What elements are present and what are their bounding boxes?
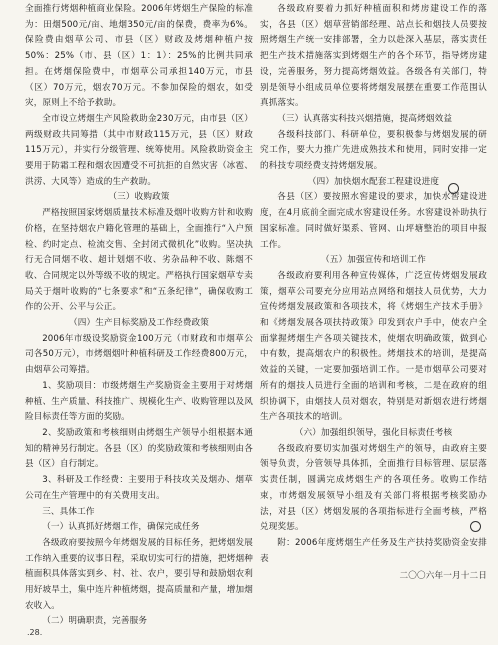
paragraph: （二）明确职责，完善服务 bbox=[42, 616, 148, 627]
section-heading: （三）收购政策 bbox=[108, 192, 170, 203]
section-heading: （五）加强宣传和培训工作 bbox=[321, 255, 426, 266]
paragraph: 各级政府要利用各种宣传媒体，广泛宣传烤烟发展政策，烟草公司要充分应用站点网络和烟技人员优势，大力宣传烤烟发展政策和各项技术，将《烤烟生产技术手册》和《烤烟发展各项扶持政策》印发到农户手中，使农户全面掌握烤烟生产各项关键技术，使烟农明确政策，做到心中有数，提高烟农户的积极性。烤烟技术的培训，是提高效益的关键，一定要加强培训工作。一是市烟草公司要对所有的烟技人员进行全面的培训和考核，二是在政府的组织协调下，由烟技人员对烟农，特别是对新烟农进行烤烟生产各项技术的培训。 bbox=[260, 270, 487, 423]
paragraph: 2006年市级设奖励资金100万元（市财政和市烟草公司各50万元），市烤烟烟叶种植科研及工作经费800万元，由烟草公司筹措。 bbox=[25, 333, 253, 376]
circle-mark-icon bbox=[470, 521, 481, 532]
paragraph: 各级政府要切实加强对烤烟生产的领导，由政府主要领导负责，分管领导具体抓，全面推行目标管理、层层落实责任制，圆满完成烤烟生产的各项任务。收购工作结束，市烤烟发展领导小组及有关部门将根据考核奖励办法，对县（区）烤烟发展的各项指标进行全面考核，严格兑现奖惩。 bbox=[260, 443, 487, 533]
paragraph: 全市设立烤烟生产风险救助金230万元，由市县（区）两级财政共同筹措（其中市财政115万元，县（区）财政115万元），并实行分级管理、统筹使用。风险救助资金主要用于防霜工程和烟农因遭受不可抗拒的自然灾害（冰雹、洪涝、大风等）造成的生产救助。 bbox=[25, 113, 253, 187]
paragraph: 各级政府要按照今年烤烟发展的目标任务，把烤烟发展工作纳入重要的议事日程，采取切实可行的措施，把烤烟种植面积具体落实到乡、村、社、农户，要引导和鼓励烟农利用好坡旱土，集中连片种植烤烟，提高质量和产量，增加烟农收入。 bbox=[25, 537, 253, 611]
paragraph: （三）认真落实科技兴烟措施，提高烤烟效益 bbox=[277, 113, 453, 124]
paragraph: 全面推行烤烟种植商业保险。2006年烤烟生产保险的标准为：田烟500元/亩、地烟350元/亩的保费，费率为6%。保险费由烟草公司、市县（区）财政及烤烟种植户按50%：25%（市、县（区）1：1）：25%的比例共同承担。在烤烟保险费中，市烟草公司承担140万元，市县（区）70万元，烟农70万元。不参加保险的烟农，如受灾，原则上不给予救助。 bbox=[25, 4, 253, 109]
document-date: 二〇〇六年一月十二日 bbox=[399, 571, 487, 582]
paragraph: 2、奖励政策和考核细则由烤烟生产领导小组根据本通知的精神另行制定。各县（区）的奖励政策和考核细则由各县（区）自行制定。 bbox=[25, 427, 253, 470]
right-column bbox=[260, 2, 487, 585]
page-number: .28. bbox=[27, 628, 43, 637]
section-heading: （六）加强组织领导，强化目标责任考核 bbox=[294, 427, 453, 438]
paragraph: 三、具体工作 bbox=[42, 506, 95, 517]
paragraph: 严格按照国家烤烟质量技术标准及烟叶收购方针和收购价格，在坚持烟农户籍化管理的基础上，全面推行“入户预检、约时定点、检流交售、全封闭式微机化”收购。坚决执行无合同烟不收、超计划烟不收、劣杂品种不收、陈烟不收、合同规定以外等级不收的规定。严格执行国家烟草专卖局关于烟叶收购的“七条要求”和“五条纪律”，确保收购工作的公开、公平与公正。 bbox=[25, 208, 253, 313]
paragraph: 各县（区）要按照水窖建设的要求，加快水窖建设进度，在4月底前全面完成水窖建设任务。水窖建设补助执行国家标准。同时做好渠系、管网、山坪塘整治的项目申报工作。 bbox=[260, 192, 487, 250]
paragraph: 各级科技部门、科研单位，要积极参与烤烟发展的研究工作，要大力推广先进成熟技术和使用，同时安排一定的科技专项经费支持烤烟发展。 bbox=[260, 129, 487, 172]
paragraph: 各级政府要着力抓好种植面积和烤房建设工作的落实，各县（区）烟草营销部经理、站点长和烟技人员要按照烤烟生产统一安排部署，全力以赴深入基层，落实责任把生产技术措施落实到烤烟生产的各个环节，指导烤房建设，完善服务，努力提高烤烟效益。各级各有关部门，特别是领导小组成员单位要将烤烟发展摆在重要工作范围认真抓落实。 bbox=[260, 4, 487, 109]
paragraph: 1、奖励项目：市级烤烟生产奖励资金主要用于对烤烟种植、生产质量、科技推广、规模化生产、收购管理以及风险目标责任等方面的奖励。 bbox=[25, 380, 253, 423]
left-column bbox=[25, 2, 253, 630]
section-heading: （四）生产目标奖励及工作经费政策 bbox=[69, 318, 209, 329]
paragraph: 附：2006年度烤烟生产任务及生产扶持奖励资金安排表 bbox=[260, 537, 487, 564]
paragraph: （一）认真抓好烤烟工作，确保完成任务 bbox=[42, 522, 200, 533]
section-heading: （四）加快烟水配套工程建设进度 bbox=[307, 176, 440, 187]
paragraph: 3、科研及工作经费：主要用于科技攻关及烟办、烟草公司在生产管理中的有关费用支出。 bbox=[25, 475, 253, 501]
circle-mark-icon bbox=[448, 183, 459, 194]
